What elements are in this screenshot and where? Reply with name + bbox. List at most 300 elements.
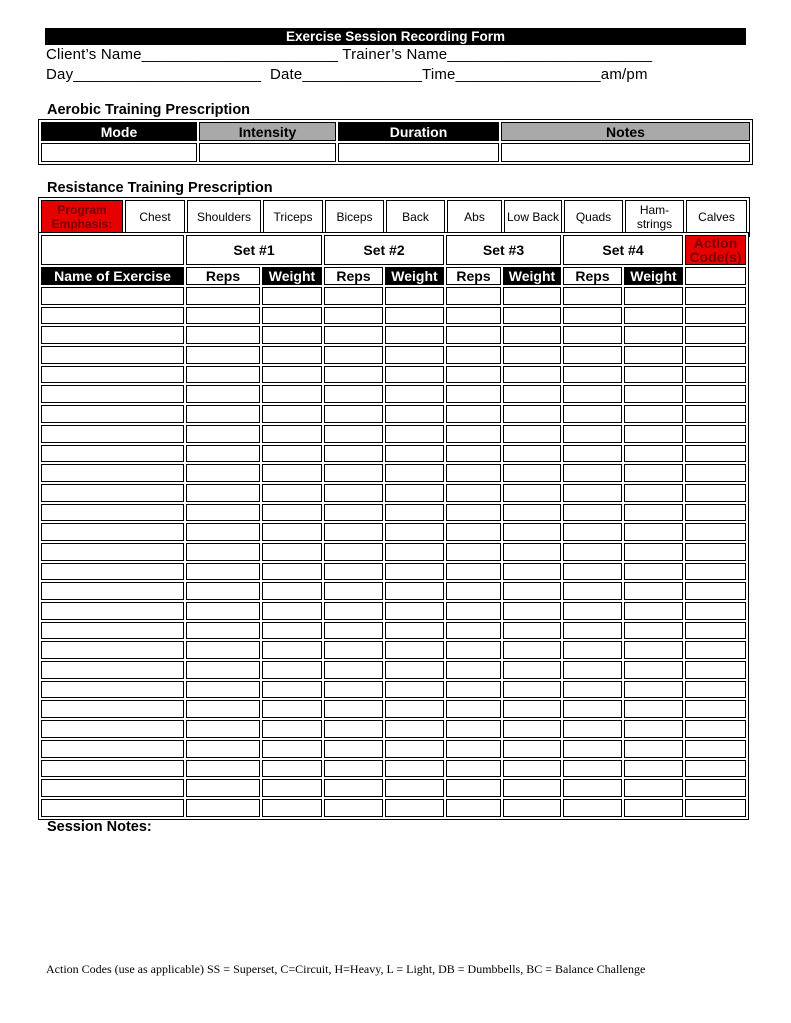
log-cell[interactable] — [385, 287, 444, 305]
log-cell[interactable] — [563, 366, 622, 384]
log-cell[interactable] — [685, 346, 746, 364]
table-row — [41, 504, 746, 522]
log-cell[interactable] — [385, 641, 444, 659]
exercise-name-cell[interactable] — [41, 563, 184, 581]
log-cell[interactable] — [324, 740, 383, 758]
log-cell[interactable] — [503, 287, 561, 305]
exercise-name-cell[interactable] — [41, 602, 184, 620]
log-cell[interactable] — [446, 563, 501, 581]
log-cell[interactable] — [186, 760, 260, 778]
aerobic-heading: Aerobic Training Prescription — [47, 102, 251, 118]
emphasis-low-back[interactable]: Low Back — [504, 200, 562, 234]
log-cell[interactable] — [446, 700, 501, 718]
log-cell[interactable] — [624, 799, 683, 817]
log-cell[interactable] — [624, 661, 683, 679]
emphasis-quads[interactable]: Quads — [564, 200, 623, 234]
log-cell[interactable] — [186, 602, 260, 620]
log-cell[interactable] — [324, 582, 383, 600]
log-cell[interactable] — [385, 799, 444, 817]
log-cell[interactable] — [685, 385, 746, 403]
aerobic-cell-mode[interactable] — [41, 143, 197, 162]
log-cell[interactable] — [262, 523, 322, 541]
log-cell[interactable] — [503, 661, 561, 679]
log-cell[interactable] — [446, 641, 501, 659]
log-cell[interactable] — [324, 366, 383, 384]
log-cell[interactable] — [503, 799, 561, 817]
log-cell[interactable] — [446, 779, 501, 797]
log-cell[interactable] — [624, 484, 683, 502]
emphasis-triceps[interactable]: Triceps — [263, 200, 323, 234]
log-cell[interactable] — [563, 700, 622, 718]
log-cell[interactable] — [324, 622, 383, 640]
log-cell[interactable] — [262, 366, 322, 384]
log-cell[interactable] — [563, 326, 622, 344]
log-cell[interactable] — [186, 385, 260, 403]
log-cell[interactable] — [446, 484, 501, 502]
log-cell[interactable] — [186, 779, 260, 797]
log-cell[interactable] — [186, 326, 260, 344]
log-cell[interactable] — [324, 563, 383, 581]
log-cell[interactable] — [385, 622, 444, 640]
exercise-name-cell[interactable] — [41, 366, 184, 384]
log-cell[interactable] — [324, 681, 383, 699]
table-row — [41, 602, 746, 620]
log-cell[interactable] — [563, 641, 622, 659]
log-cell[interactable] — [446, 385, 501, 403]
log-cell[interactable] — [186, 405, 260, 423]
exercise-name-cell[interactable] — [41, 779, 184, 797]
exercise-name-cell[interactable] — [41, 484, 184, 502]
log-cell[interactable] — [186, 622, 260, 640]
log-cell[interactable] — [385, 523, 444, 541]
log-cell[interactable] — [186, 287, 260, 305]
log-cell[interactable] — [503, 681, 561, 699]
log-cell[interactable] — [186, 563, 260, 581]
log-cell[interactable] — [503, 740, 561, 758]
log-cell[interactable] — [324, 523, 383, 541]
log-cell[interactable] — [685, 484, 746, 502]
log-cell[interactable] — [685, 602, 746, 620]
log-cell[interactable] — [324, 307, 383, 325]
exercise-name-cell[interactable] — [41, 661, 184, 679]
log-cell[interactable] — [385, 464, 444, 482]
exercise-name-cell[interactable] — [41, 287, 184, 305]
log-cell[interactable] — [385, 307, 444, 325]
log-cell[interactable] — [186, 445, 260, 463]
log-cell[interactable] — [503, 779, 561, 797]
log-cell[interactable] — [324, 326, 383, 344]
log-cell[interactable] — [324, 346, 383, 364]
log-cell[interactable] — [624, 307, 683, 325]
emphasis-back[interactable]: Back — [386, 200, 445, 234]
exercise-name-cell[interactable] — [41, 681, 184, 699]
log-cell[interactable] — [563, 622, 622, 640]
log-cell[interactable] — [446, 287, 501, 305]
log-cell[interactable] — [446, 445, 501, 463]
log-cell[interactable] — [186, 582, 260, 600]
log-cell[interactable] — [446, 504, 501, 522]
exercise-name-cell[interactable] — [41, 464, 184, 482]
log-cell[interactable] — [446, 425, 501, 443]
log-cell[interactable] — [503, 602, 561, 620]
log-cell[interactable] — [624, 346, 683, 364]
log-cell[interactable] — [685, 563, 746, 581]
log-cell[interactable] — [324, 484, 383, 502]
table-row — [41, 326, 746, 344]
log-cell[interactable] — [685, 760, 746, 778]
exercise-name-cell[interactable] — [41, 622, 184, 640]
exercise-name-cell[interactable] — [41, 523, 184, 541]
log-cell[interactable] — [262, 582, 322, 600]
day-date-time-fields[interactable]: Day______________________ Date______________Time_________________am/pm — [46, 66, 648, 83]
log-cell[interactable] — [685, 582, 746, 600]
log-cell[interactable] — [563, 425, 622, 443]
exercise-name-cell[interactable] — [41, 346, 184, 364]
action-codes-header-blank — [685, 267, 746, 285]
log-cell[interactable] — [262, 720, 322, 738]
log-cell[interactable] — [446, 405, 501, 423]
log-cell[interactable] — [624, 523, 683, 541]
log-cell[interactable] — [685, 504, 746, 522]
log-cell[interactable] — [685, 366, 746, 384]
log-cell[interactable] — [503, 582, 561, 600]
log-cell[interactable] — [685, 622, 746, 640]
log-cell[interactable] — [503, 720, 561, 738]
log-cell[interactable] — [624, 425, 683, 443]
log-cell[interactable] — [446, 582, 501, 600]
exercise-name-cell[interactable] — [41, 543, 184, 561]
log-cell[interactable] — [685, 307, 746, 325]
log-cell[interactable] — [385, 366, 444, 384]
log-cell[interactable] — [262, 700, 322, 718]
log-cell[interactable] — [262, 760, 322, 778]
log-cell[interactable] — [186, 681, 260, 699]
log-cell[interactable] — [624, 622, 683, 640]
log-cell[interactable] — [446, 602, 501, 620]
exercise-name-cell[interactable] — [41, 700, 184, 718]
log-cell[interactable] — [563, 740, 622, 758]
table-row — [41, 641, 746, 659]
log-cell[interactable] — [385, 700, 444, 718]
emphasis-hamstrings[interactable]: Ham-strings — [625, 200, 684, 234]
log-cell[interactable] — [385, 760, 444, 778]
log-cell[interactable] — [385, 504, 444, 522]
log-cell[interactable] — [324, 720, 383, 738]
log-cell[interactable] — [446, 366, 501, 384]
log-cell[interactable] — [624, 287, 683, 305]
log-cell[interactable] — [624, 760, 683, 778]
log-cell[interactable] — [503, 326, 561, 344]
log-cell[interactable] — [385, 602, 444, 620]
log-cell[interactable] — [385, 563, 444, 581]
log-cell[interactable] — [503, 445, 561, 463]
log-cell[interactable] — [685, 464, 746, 482]
table-row — [41, 385, 746, 403]
log-cell[interactable] — [503, 622, 561, 640]
log-cell[interactable] — [685, 681, 746, 699]
log-cell[interactable] — [446, 346, 501, 364]
log-cell[interactable] — [446, 307, 501, 325]
log-cell[interactable] — [186, 504, 260, 522]
log-cell[interactable] — [446, 799, 501, 817]
log-cell[interactable] — [262, 484, 322, 502]
log-cell[interactable] — [324, 779, 383, 797]
log-cell[interactable] — [624, 779, 683, 797]
log-cell[interactable] — [563, 681, 622, 699]
exercise-name-cell[interactable] — [41, 307, 184, 325]
log-cell[interactable] — [563, 582, 622, 600]
log-cell[interactable] — [446, 661, 501, 679]
log-cell[interactable] — [624, 720, 683, 738]
log-cell[interactable] — [385, 484, 444, 502]
log-cell[interactable] — [624, 405, 683, 423]
session-notes-label: Session Notes: — [47, 819, 152, 835]
log-cell[interactable] — [446, 720, 501, 738]
log-cell[interactable] — [446, 760, 501, 778]
log-cell[interactable] — [503, 346, 561, 364]
log-cell[interactable] — [186, 523, 260, 541]
log-cell[interactable] — [186, 641, 260, 659]
log-cell[interactable] — [262, 641, 322, 659]
log-cell[interactable] — [446, 543, 501, 561]
log-cell[interactable] — [624, 543, 683, 561]
log-cell[interactable] — [503, 385, 561, 403]
log-cell[interactable] — [685, 700, 746, 718]
log-cell[interactable] — [385, 720, 444, 738]
log-cell[interactable] — [324, 504, 383, 522]
table-row — [41, 405, 746, 423]
log-cell[interactable] — [385, 779, 444, 797]
log-cell[interactable] — [262, 661, 322, 679]
exercise-name-cell[interactable] — [41, 425, 184, 443]
log-cell[interactable] — [324, 425, 383, 443]
log-cell[interactable] — [385, 661, 444, 679]
log-cell[interactable] — [503, 523, 561, 541]
log-cell[interactable] — [624, 602, 683, 620]
log-cell[interactable] — [262, 405, 322, 423]
log-cell[interactable] — [685, 287, 746, 305]
log-cell[interactable] — [186, 346, 260, 364]
log-cell[interactable] — [563, 445, 622, 463]
log-cell[interactable] — [685, 326, 746, 344]
log-cell[interactable] — [446, 740, 501, 758]
log-cell[interactable] — [503, 307, 561, 325]
emphasis-chest[interactable]: Chest — [125, 200, 185, 234]
log-cell[interactable] — [563, 405, 622, 423]
exercise-name-cell[interactable] — [41, 720, 184, 738]
log-cell[interactable] — [186, 307, 260, 325]
exercise-name-cell[interactable] — [41, 326, 184, 344]
log-cell[interactable] — [324, 287, 383, 305]
log-cell[interactable] — [324, 661, 383, 679]
log-cell[interactable] — [186, 464, 260, 482]
table-row — [41, 366, 746, 384]
exercise-name-cell[interactable] — [41, 582, 184, 600]
log-cell[interactable] — [324, 760, 383, 778]
log-cell[interactable] — [385, 445, 444, 463]
log-cell[interactable] — [563, 346, 622, 364]
log-cell[interactable] — [324, 445, 383, 463]
exercise-name-cell[interactable] — [41, 445, 184, 463]
log-cell[interactable] — [503, 641, 561, 659]
log-cell[interactable] — [324, 543, 383, 561]
log-cell[interactable] — [262, 464, 322, 482]
exercise-name-cell[interactable] — [41, 385, 184, 403]
log-cell[interactable] — [262, 681, 322, 699]
log-cell[interactable] — [324, 641, 383, 659]
table-row — [41, 582, 746, 600]
log-cell[interactable] — [503, 504, 561, 522]
log-cell[interactable] — [563, 504, 622, 522]
log-cell[interactable] — [624, 464, 683, 482]
log-cell[interactable] — [446, 681, 501, 699]
log-cell[interactable] — [186, 543, 260, 561]
log-cell[interactable] — [503, 366, 561, 384]
log-cell[interactable] — [685, 543, 746, 561]
log-cell[interactable] — [685, 779, 746, 797]
log-cell[interactable] — [262, 779, 322, 797]
log-cell[interactable] — [262, 425, 322, 443]
log-cell[interactable] — [624, 740, 683, 758]
log-cell[interactable] — [563, 385, 622, 403]
log-cell[interactable] — [503, 464, 561, 482]
log-cell[interactable] — [563, 523, 622, 541]
log-cell[interactable] — [563, 563, 622, 581]
log-cell[interactable] — [385, 326, 444, 344]
log-cell[interactable] — [563, 720, 622, 738]
log-cell[interactable] — [186, 425, 260, 443]
log-cell[interactable] — [324, 799, 383, 817]
log-cell[interactable] — [685, 523, 746, 541]
emphasis-calves[interactable]: Calves — [686, 200, 747, 234]
log-cell[interactable] — [685, 740, 746, 758]
log-cell[interactable] — [262, 504, 322, 522]
log-cell[interactable] — [385, 346, 444, 364]
log-cell[interactable] — [685, 799, 746, 817]
log-cell[interactable] — [563, 661, 622, 679]
log-cell[interactable] — [262, 602, 322, 620]
log-cell[interactable] — [324, 602, 383, 620]
log-cell[interactable] — [685, 425, 746, 443]
aerobic-cell-duration[interactable] — [338, 143, 499, 162]
log-cell[interactable] — [262, 346, 322, 364]
aerobic-cell-notes[interactable] — [501, 143, 750, 162]
log-cell[interactable] — [324, 700, 383, 718]
log-cell[interactable] — [262, 563, 322, 581]
log-cell[interactable] — [685, 720, 746, 738]
log-cell[interactable] — [563, 307, 622, 325]
log-cell[interactable] — [262, 326, 322, 344]
log-cell[interactable] — [385, 740, 444, 758]
log-cell[interactable] — [186, 799, 260, 817]
log-cell[interactable] — [563, 602, 622, 620]
log-cell[interactable] — [446, 523, 501, 541]
log-cell[interactable] — [624, 326, 683, 344]
set-4-weight-header: Weight — [624, 267, 683, 285]
log-cell[interactable] — [324, 385, 383, 403]
log-cell[interactable] — [624, 700, 683, 718]
set-3-header: Set #3 — [446, 235, 561, 265]
log-cell[interactable] — [186, 740, 260, 758]
log-cell[interactable] — [262, 543, 322, 561]
log-cell[interactable] — [446, 622, 501, 640]
emphasis-abs[interactable]: Abs — [447, 200, 502, 234]
log-cell[interactable] — [624, 445, 683, 463]
log-cell[interactable] — [563, 287, 622, 305]
log-cell[interactable] — [685, 445, 746, 463]
log-cell[interactable] — [262, 740, 322, 758]
log-cell[interactable] — [324, 464, 383, 482]
log-cell[interactable] — [624, 366, 683, 384]
log-cell[interactable] — [624, 504, 683, 522]
log-cell[interactable] — [385, 681, 444, 699]
log-cell[interactable] — [385, 385, 444, 403]
log-cell[interactable] — [186, 661, 260, 679]
log-cell[interactable] — [503, 543, 561, 561]
log-cell[interactable] — [563, 543, 622, 561]
exercise-name-cell[interactable] — [41, 641, 184, 659]
log-cell[interactable] — [624, 681, 683, 699]
log-cell[interactable] — [262, 287, 322, 305]
exercise-name-cell[interactable] — [41, 405, 184, 423]
log-cell[interactable] — [186, 700, 260, 718]
log-cell[interactable] — [503, 563, 561, 581]
log-cell[interactable] — [503, 484, 561, 502]
log-cell[interactable] — [563, 779, 622, 797]
log-cell[interactable] — [503, 405, 561, 423]
log-cell[interactable] — [624, 563, 683, 581]
log-cell[interactable] — [385, 405, 444, 423]
log-cell[interactable] — [385, 543, 444, 561]
log-cell[interactable] — [186, 366, 260, 384]
log-cell[interactable] — [503, 760, 561, 778]
log-cell[interactable] — [324, 405, 383, 423]
aerobic-cell-intensity[interactable] — [199, 143, 336, 162]
log-cell[interactable] — [262, 622, 322, 640]
log-cell[interactable] — [385, 582, 444, 600]
log-cell[interactable] — [624, 582, 683, 600]
log-cell[interactable] — [563, 464, 622, 482]
client-trainer-fields[interactable]: Client’s Name_______________________ Trainer’s Name________________________ — [46, 46, 653, 63]
log-cell[interactable] — [685, 405, 746, 423]
emphasis-shoulders[interactable]: Shoulders — [187, 200, 261, 234]
log-cell[interactable] — [262, 385, 322, 403]
log-cell[interactable] — [446, 464, 501, 482]
table-row — [41, 740, 746, 758]
log-cell[interactable] — [624, 385, 683, 403]
exercise-name-cell[interactable] — [41, 799, 184, 817]
emphasis-biceps[interactable]: Biceps — [325, 200, 384, 234]
exercise-name-cell[interactable] — [41, 740, 184, 758]
log-cell[interactable] — [563, 760, 622, 778]
exercise-name-cell[interactable] — [41, 504, 184, 522]
log-cell[interactable] — [685, 641, 746, 659]
log-cell[interactable] — [186, 720, 260, 738]
log-cell[interactable] — [624, 641, 683, 659]
exercise-name-cell[interactable] — [41, 760, 184, 778]
log-cell[interactable] — [262, 445, 322, 463]
log-cell[interactable] — [563, 799, 622, 817]
log-cell[interactable] — [262, 307, 322, 325]
log-cell[interactable] — [503, 700, 561, 718]
log-cell[interactable] — [446, 326, 501, 344]
log-cell[interactable] — [385, 425, 444, 443]
log-cell[interactable] — [262, 799, 322, 817]
log-cell[interactable] — [563, 484, 622, 502]
log-cell[interactable] — [186, 484, 260, 502]
log-cell[interactable] — [503, 425, 561, 443]
log-cell[interactable] — [685, 661, 746, 679]
